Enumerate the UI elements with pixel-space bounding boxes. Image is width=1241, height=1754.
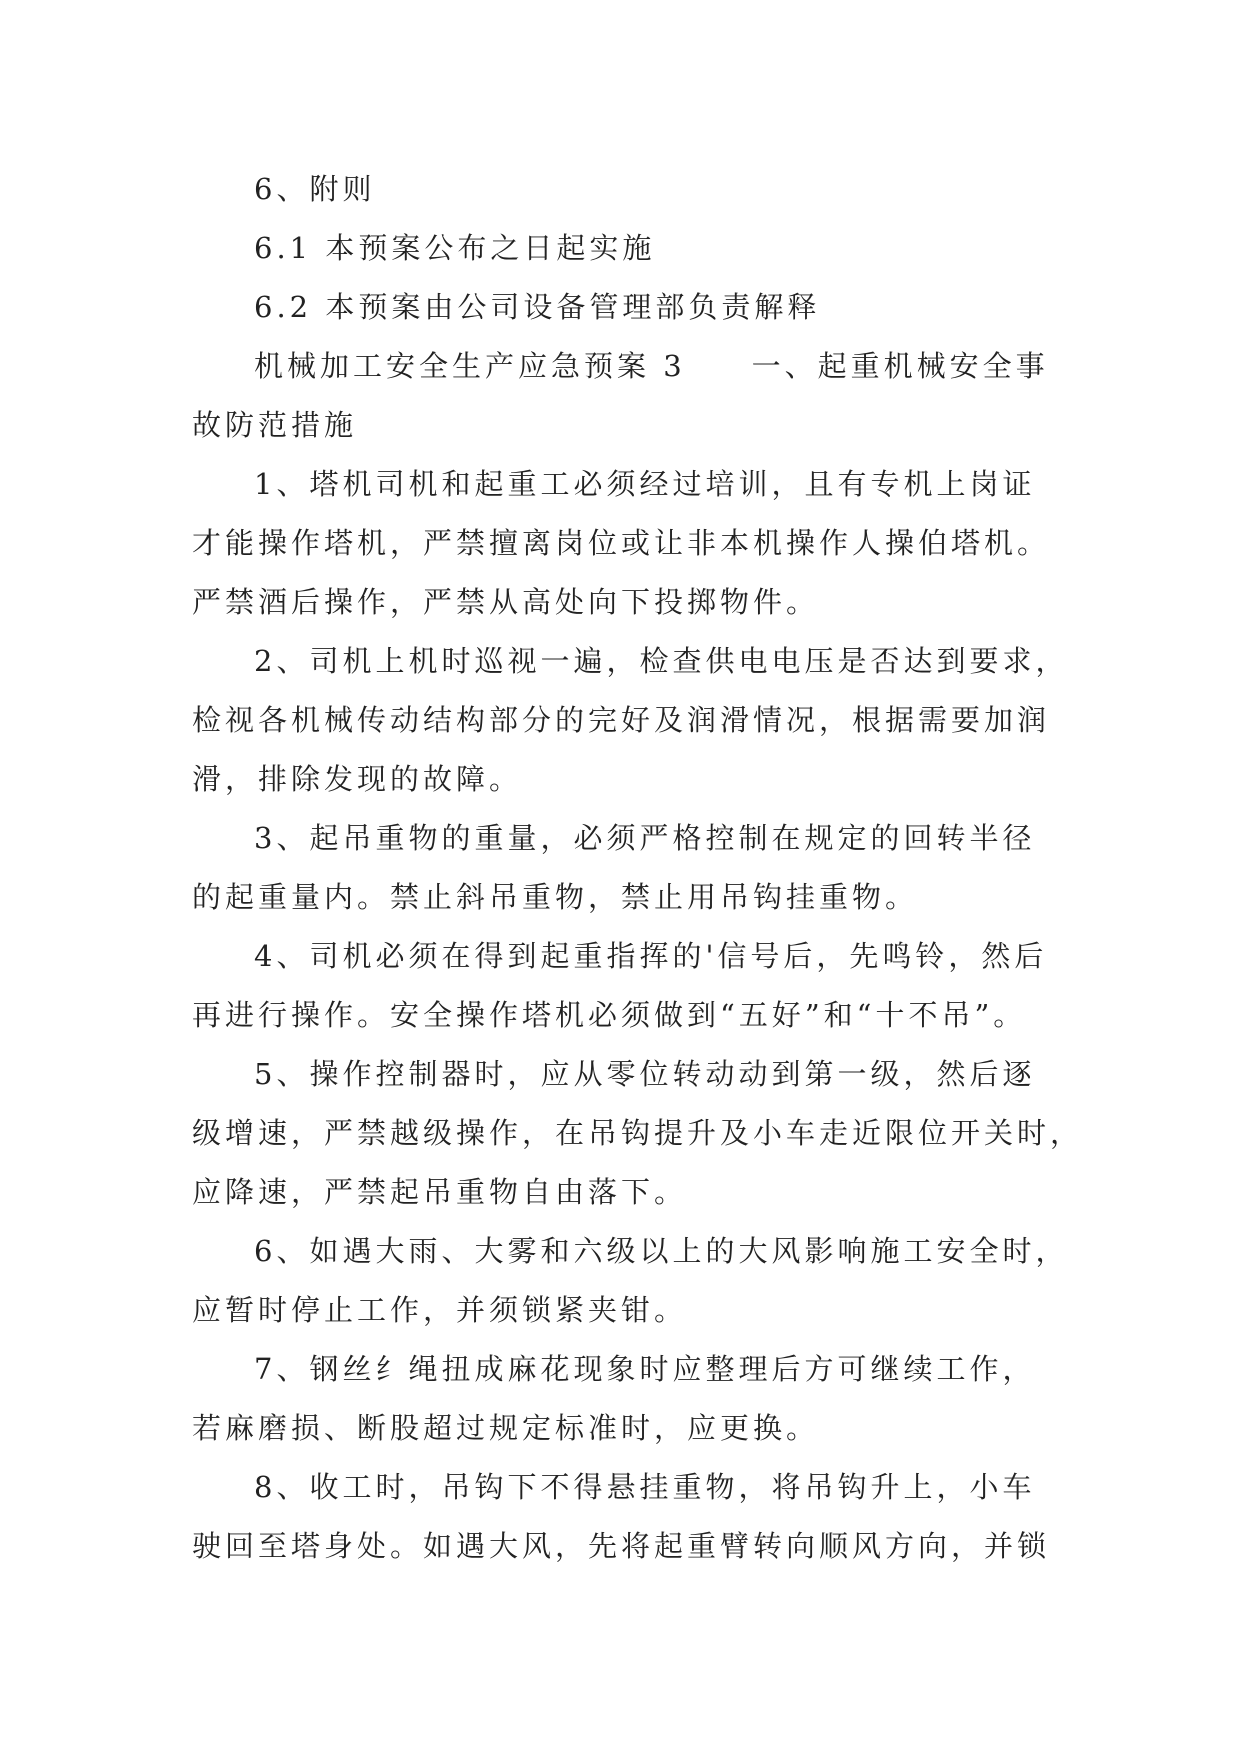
text-line: 才能操作塔机，严禁擅离岗位或让非本机操作人操伯塔机。 bbox=[192, 526, 1051, 560]
text-line: 6.1 本预案公布之日起实施 bbox=[254, 231, 656, 265]
text-line: 滑，排除发现的故障。 bbox=[192, 762, 523, 796]
paragraph-line bbox=[192, 1458, 1052, 1517]
paragraph-line bbox=[192, 868, 1052, 927]
text-line: 若麻磨损、断股超过规定标准时，应更换。 bbox=[192, 1411, 820, 1445]
paragraph-line bbox=[192, 986, 1052, 1045]
paragraph-line bbox=[192, 632, 1069, 691]
paragraph-line bbox=[192, 1045, 1052, 1104]
paragraph-line bbox=[192, 1340, 1052, 1399]
text-line: 级增速，严禁越级操作，在吊钩提升及小车走近限位开关时， bbox=[192, 1116, 1084, 1150]
paragraph-line bbox=[192, 1517, 1052, 1576]
paragraph-line bbox=[192, 927, 1052, 986]
paragraph-line bbox=[192, 160, 1052, 219]
document-body bbox=[192, 160, 1084, 1576]
text-line: 驶回至塔身处。如遇大风，先将起重臂转向顺风方向，并锁 bbox=[192, 1529, 1051, 1563]
paragraph-line bbox=[192, 750, 1052, 809]
paragraph-line bbox=[192, 691, 1052, 750]
paragraph-line bbox=[192, 219, 1052, 278]
paragraph-line bbox=[192, 337, 1052, 396]
paragraph-line bbox=[192, 1222, 1069, 1281]
text-line: 严禁酒后操作，严禁从高处向下投掷物件。 bbox=[192, 585, 820, 619]
text-line: 6、如遇大雨、大雾和六级以上的大风影响施工安全时， bbox=[254, 1234, 1069, 1268]
text-line: 7、钢丝纟绳扭成麻花现象时应整理后方可继续工作， bbox=[254, 1352, 1036, 1386]
paragraph-line bbox=[192, 514, 1052, 573]
paragraph-line bbox=[192, 1399, 1052, 1458]
paragraph-line bbox=[192, 455, 1052, 514]
paragraph-line bbox=[192, 278, 1052, 337]
paragraph-line bbox=[192, 809, 1052, 868]
text-line: 应降速，严禁起吊重物自由落下。 bbox=[192, 1175, 688, 1209]
paragraph-line bbox=[192, 573, 1052, 632]
text-line: 再进行操作。安全操作塔机必须做到“五好”和“十不吊”。 bbox=[192, 998, 1027, 1032]
text-line: 1、塔机司机和起重工必须经过培训，且有专机上岗证 bbox=[254, 467, 1036, 501]
paragraph-line bbox=[192, 1163, 1052, 1222]
text-line: 应暂时停止工作，并须锁紧夹钳。 bbox=[192, 1293, 688, 1327]
text-line: 2、司机上机时巡视一遍，检查供电电压是否达到要求， bbox=[254, 644, 1069, 678]
text-line: 检视各机械传动结构部分的完好及润滑情况，根据需要加润 bbox=[192, 703, 1051, 737]
text-line: 6、附则 bbox=[254, 172, 376, 206]
text-line: 3、起吊重物的重量，必须严格控制在规定的回转半径 bbox=[254, 821, 1036, 855]
text-line: 5、操作控制器时，应从零位转动动到第一级，然后逐 bbox=[254, 1057, 1036, 1091]
text-line: 8、收工时，吊钩下不得悬挂重物，将吊钩升上，小车 bbox=[254, 1470, 1036, 1504]
paragraph-line bbox=[192, 1104, 1084, 1163]
text-line: 的起重量内。禁止斜吊重物，禁止用吊钩挂重物。 bbox=[192, 880, 919, 914]
paragraph-line bbox=[192, 1281, 1052, 1340]
text-line: 4、司机必须在得到起重指挥的'信号后，先鸣铃，然后 bbox=[254, 939, 1048, 973]
text-line: 机械加工安全生产应急预案 3 一、起重机械安全事 bbox=[254, 349, 1049, 383]
paragraph-line bbox=[192, 396, 1052, 455]
text-line: 6.2 本预案由公司设备管理部负责解释 bbox=[254, 290, 821, 324]
text-line: 故防范措施 bbox=[192, 408, 358, 442]
